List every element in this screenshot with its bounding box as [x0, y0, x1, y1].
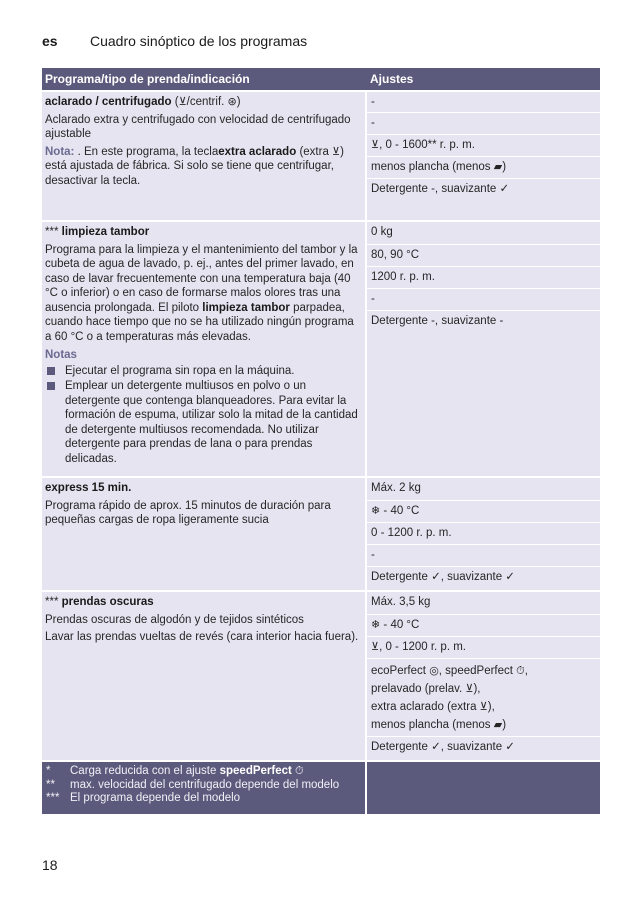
setting-temperature-text: - 40 °C: [383, 619, 420, 631]
program-text-a: Programa para la limpieza y el mantenimiento del tambor y la cubeta de agua de lavado, p. ej., antes del primer lavado, en caso de lavar frecuentemente con una temperatura baja (40 °C o inferior) o en caso de formarse malos olores tras una ausencia prolongada. El piloto: [45, 243, 358, 314]
setting-options-text-b: ): [502, 161, 507, 173]
program-text: Aclarado extra y centrifugado con velocidad de centrifugado ajustable: [45, 113, 351, 140]
program-description: [42, 478, 365, 590]
page-header-title: Cuadro sinóptico de los programas: [90, 33, 308, 49]
program-row-express: [42, 476, 600, 590]
program-title: limpieza tambor: [61, 226, 150, 238]
option-prewash-text: prelavado (prelav.: [371, 683, 463, 695]
footnote: [46, 792, 361, 806]
footnote-text: Carga reducida con el ajuste: [70, 765, 217, 777]
program-text: [45, 243, 362, 345]
footnote-text: El programa depende del modelo: [70, 792, 241, 804]
speed-clock-icon: ⏱: [516, 665, 525, 677]
easy-iron-icon: ▰: [493, 161, 503, 173]
speed-clock-icon: ⏱: [295, 765, 304, 777]
setting-spin: 0 - 1200 r. p. m.: [367, 522, 600, 544]
footnote-mark: *: [46, 765, 51, 777]
footnote: [46, 765, 361, 779]
program-text-c: parpadea, cuando hace tiempo que no se ha utilizado ningún programa a 60 °C o a temperaturas más elevadas.: [45, 301, 354, 343]
cold-icon: ❄: [371, 505, 381, 517]
program-stars: ***: [45, 596, 59, 608]
setting-detergent: Detergente -, suavizante ✓: [367, 178, 600, 220]
list-item-text: Ejecutar el programa sin ropa en la máquina.: [65, 364, 295, 377]
footnote: [46, 779, 361, 793]
setting-load: 0 kg: [367, 222, 600, 244]
option-iron-text: menos plancha (menos: [371, 719, 491, 731]
program-title: prendas oscuras: [61, 596, 154, 608]
program-description: [42, 592, 365, 760]
program-settings: [367, 222, 600, 476]
footnote-mark: ***: [46, 792, 60, 804]
program-description: aclarado / centrifugado (⊻/centrif. ⊛) Aclarado extra y centrifugado con velocidad de centrifugado ajustable Nota: . En este programa, la teclaextra aclarado (extra ⊻) está ajustada de fábrica. Si solo se tiene que centrifugar, desactivar la tecla.: [42, 92, 365, 220]
setting-options: -: [367, 544, 600, 566]
setting-load: Máx. 3,5 kg: [367, 592, 600, 614]
footnotes: [42, 762, 365, 814]
footnotes-empty-cell: [367, 762, 600, 814]
list-item: [45, 379, 362, 466]
option-eco-text: ecoPerfect: [371, 665, 426, 677]
language-code: es: [42, 33, 58, 49]
cold-icon: ❄: [371, 619, 381, 631]
program-description: [42, 222, 365, 476]
rinse-plus-icon: ⊻: [479, 701, 488, 713]
program-text: Lavar las prendas vueltas de revés (cara interior hacia fuera).: [45, 631, 359, 643]
setting-temperature: -: [367, 112, 600, 134]
program-text: Prendas oscuras de algodón y de tejidos sintéticos: [45, 613, 304, 626]
column-header-settings: Ajustes: [370, 72, 414, 86]
list-item: [45, 364, 362, 379]
setting-detergent: Detergente -, suavizante -: [367, 310, 600, 476]
option-iron-end: ): [502, 719, 507, 731]
setting-temperature: [367, 614, 600, 636]
setting-detergent: Detergente ✓, suavizante ✓: [367, 566, 600, 590]
setting-temperature: 80, 90 °C: [367, 244, 600, 266]
program-row-aclarado: [42, 90, 600, 220]
bullet-square-icon: [47, 367, 55, 375]
table-header: [42, 68, 600, 90]
list-item-text: Emplear un detergente multiusos en polvo o un detergente que contenga blanqueadores. Para evitar la formación de espuma, utilizar solo la mitad de la cantidad de detergente multiusos recomendada. No utilizar detergente para prendas de lana o para prendas delicadas.: [65, 380, 358, 465]
program-note: [45, 145, 362, 189]
setting-options: -: [367, 288, 600, 310]
setting-spin: [367, 636, 600, 658]
page-number: 18: [42, 857, 58, 873]
footnote-text: max. velocidad del centrifugado depende del modelo: [70, 778, 340, 791]
option-sep: ,: [524, 665, 528, 677]
note-label: Nota:: [45, 145, 75, 158]
easy-iron-icon: ▰: [493, 719, 503, 731]
tub-icon: ⊻: [371, 641, 380, 653]
program-table: [42, 68, 600, 814]
tub-icon: ⊻: [178, 96, 187, 108]
option-rinse-text: extra aclarado (extra: [371, 701, 477, 713]
rinse-plus-icon: ⊻: [332, 145, 341, 158]
setting-spin: 1200 r. p. m.: [367, 266, 600, 288]
program-text-b: limpieza tambor: [202, 301, 290, 314]
option-prewash-end: ),: [473, 683, 481, 695]
setting-spin-text: , 0 - 1200 r. p. m.: [379, 641, 466, 653]
note-text-d: ) está ajustada de fábrica. Si solo se tiene que centrifugar, desactivar la tecla.: [45, 145, 344, 187]
program-title: aclarado / centrifugado: [45, 96, 172, 108]
setting-temperature: [367, 500, 600, 522]
spin-icon: ⊛: [227, 96, 237, 108]
program-settings: [367, 592, 600, 760]
program-stars: ***: [45, 226, 59, 238]
eco-icon: ◎: [429, 665, 439, 677]
setting-temperature-text: - 40 °C: [383, 505, 420, 517]
program-title-rest: /centrif.: [186, 96, 225, 108]
column-header-program: Programa/tipo de prenda/indicación: [45, 72, 250, 86]
footnote-bold: speedPerfect: [219, 765, 292, 777]
program-row-prendas-oscuras: [42, 590, 600, 760]
note-text-a: . En este programa, la tecla: [77, 145, 219, 158]
setting-options: [367, 658, 600, 736]
program-settings: [367, 478, 600, 590]
prewash-icon: ⊻: [465, 683, 474, 695]
setting-load: -: [367, 92, 600, 112]
notes-heading: Notas: [45, 349, 77, 361]
program-title: express 15 min.: [45, 482, 132, 494]
setting-spin: [367, 134, 600, 156]
bullet-square-icon: [47, 382, 55, 390]
setting-load: Máx. 2 kg: [367, 478, 600, 500]
program-text: Programa rápido de aprox. 15 minutos de duración para pequeñas cargas de ropa ligeramente sucia: [45, 499, 331, 526]
option-rinse-end: ),: [487, 701, 495, 713]
note-text-b: extra aclarado: [218, 145, 297, 158]
program-settings: [367, 92, 600, 220]
tub-icon: ⊻: [371, 139, 380, 151]
setting-options: [367, 156, 600, 178]
setting-options-text-a: menos plancha (menos: [371, 161, 491, 173]
setting-detergent: Detergente ✓, suavizante ✓: [367, 736, 600, 760]
setting-spin-text: , 0 - 1600** r. p. m.: [379, 139, 475, 151]
note-text-c: (extra: [299, 145, 329, 158]
program-row-limpieza-tambor: [42, 220, 600, 476]
footnotes-row: [42, 760, 600, 814]
footnote-mark: **: [46, 778, 55, 791]
option-speed-text: , speedPerfect: [438, 665, 513, 677]
